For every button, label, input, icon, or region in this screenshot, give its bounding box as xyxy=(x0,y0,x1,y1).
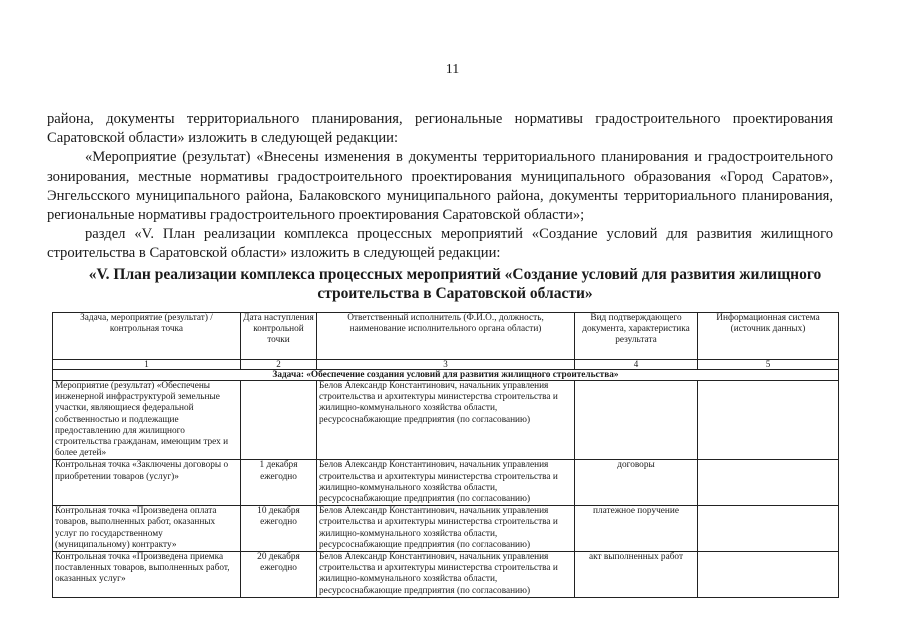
task-row xyxy=(53,370,839,381)
column-number: 5 xyxy=(698,360,839,370)
cell-document: платежное поручение xyxy=(575,506,698,552)
table-row xyxy=(53,460,839,506)
cell-date: 20 декабря ежегодно xyxy=(241,552,317,598)
table-row xyxy=(53,506,839,552)
column-number: 2 xyxy=(241,360,317,370)
plan-table xyxy=(52,312,839,598)
cell-responsible: Белов Александр Константинович, начальник управления строительства и архитектуры министерства строительства и жилищно-коммунального хозяйства области, ресурсоснабжающие предприятия (по согласованию) xyxy=(317,381,575,460)
cell-task: Контрольная точка «Произведена оплата товаров, выполненных работ, оказанных услуг по государственному (муниципальному) контракту» xyxy=(53,506,241,552)
cell-system xyxy=(698,460,839,506)
cell-date: 10 декабря ежегодно xyxy=(241,506,317,552)
cell-system xyxy=(698,506,839,552)
body-text xyxy=(47,110,833,264)
section-title-line: «V. План реализации комплекса процессных мероприятий «Создание условий для развития жилищного xyxy=(88,266,822,283)
cell-date: 1 декабря ежегодно xyxy=(241,460,317,506)
task-title: Задача: «Обеспечение создания условий для развития жилищного строительства» xyxy=(53,370,839,381)
table-row xyxy=(53,381,839,460)
column-number-row xyxy=(53,360,839,370)
column-number: 3 xyxy=(317,360,575,370)
column-header-responsible: Ответственный исполнитель (Ф.И.О., должность, наименование исполнительного органа области) xyxy=(317,313,575,360)
table-row xyxy=(53,552,839,598)
column-number: 1 xyxy=(53,360,241,370)
paragraph: района, документы территориального планирования, региональные нормативы градостроительного проектирования Саратовской области» изложить в следующей редакции: xyxy=(47,111,833,147)
cell-system xyxy=(698,381,839,460)
page-number: 11 xyxy=(445,62,460,77)
cell-document xyxy=(575,381,698,460)
column-header-document: Вид подтверждающего документа, характеристика результата xyxy=(575,313,698,360)
column-header-date: Дата наступления контрольной точки xyxy=(241,313,317,360)
cell-task: Контрольная точка «Заключены договоры о приобретении товаров (услуг)» xyxy=(53,460,241,506)
section-title xyxy=(60,265,850,303)
cell-responsible: Белов Александр Константинович, начальник управления строительства и архитектуры министерства строительства и жилищно-коммунального хозяйства области, ресурсоснабжающие предприятия (по согласованию) xyxy=(317,460,575,506)
section-title-line: строительства в Саратовской области» xyxy=(317,285,593,302)
cell-task: Мероприятие (результат) «Обеспечены инженерной инфраструктурой земельные участки, являющиеся федеральной собственностью и подлежащие предоставлению для жилищного строительства гражданам, имеющим трех и более детей» xyxy=(53,381,241,460)
cell-system xyxy=(698,552,839,598)
cell-task: Контрольная точка «Произведена приемка поставленных товаров, выполненных работ, оказанных услуг» xyxy=(53,552,241,598)
column-number: 4 xyxy=(575,360,698,370)
paragraph: «Мероприятие (результат) «Внесены изменения в документы территориального планирования и градостроительного зонирования, местные нормативы градостроительного проектирования муниципального образования «Город Саратов», Энгельсского муниципального района, Балаковского муниципального района, документы территориального планирования, региональные нормативы градостроительного проектирования Саратовской области»; xyxy=(47,149,833,224)
cell-document: договоры xyxy=(575,460,698,506)
column-header-task: Задача, мероприятие (результат) / контрольная точка xyxy=(53,313,241,360)
column-header-system: Информационная система (источник данных) xyxy=(698,313,839,360)
cell-document: акт выполненных работ xyxy=(575,552,698,598)
table-header-row xyxy=(53,313,839,360)
cell-responsible: Белов Александр Константинович, начальник управления строительства и архитектуры министерства строительства и жилищно-коммунального хозяйства области, ресурсоснабжающие предприятия (по согласованию) xyxy=(317,506,575,552)
paragraph: раздел «V. План реализации комплекса процессных мероприятий «Создание условий для развития жилищного строительства в Саратовской области» изложить в следующей редакции: xyxy=(47,226,833,262)
cell-date xyxy=(241,381,317,460)
cell-responsible: Белов Александр Константинович, начальник управления строительства и архитектуры министерства строительства и жилищно-коммунального хозяйства области, ресурсоснабжающие предприятия (по согласованию) xyxy=(317,552,575,598)
